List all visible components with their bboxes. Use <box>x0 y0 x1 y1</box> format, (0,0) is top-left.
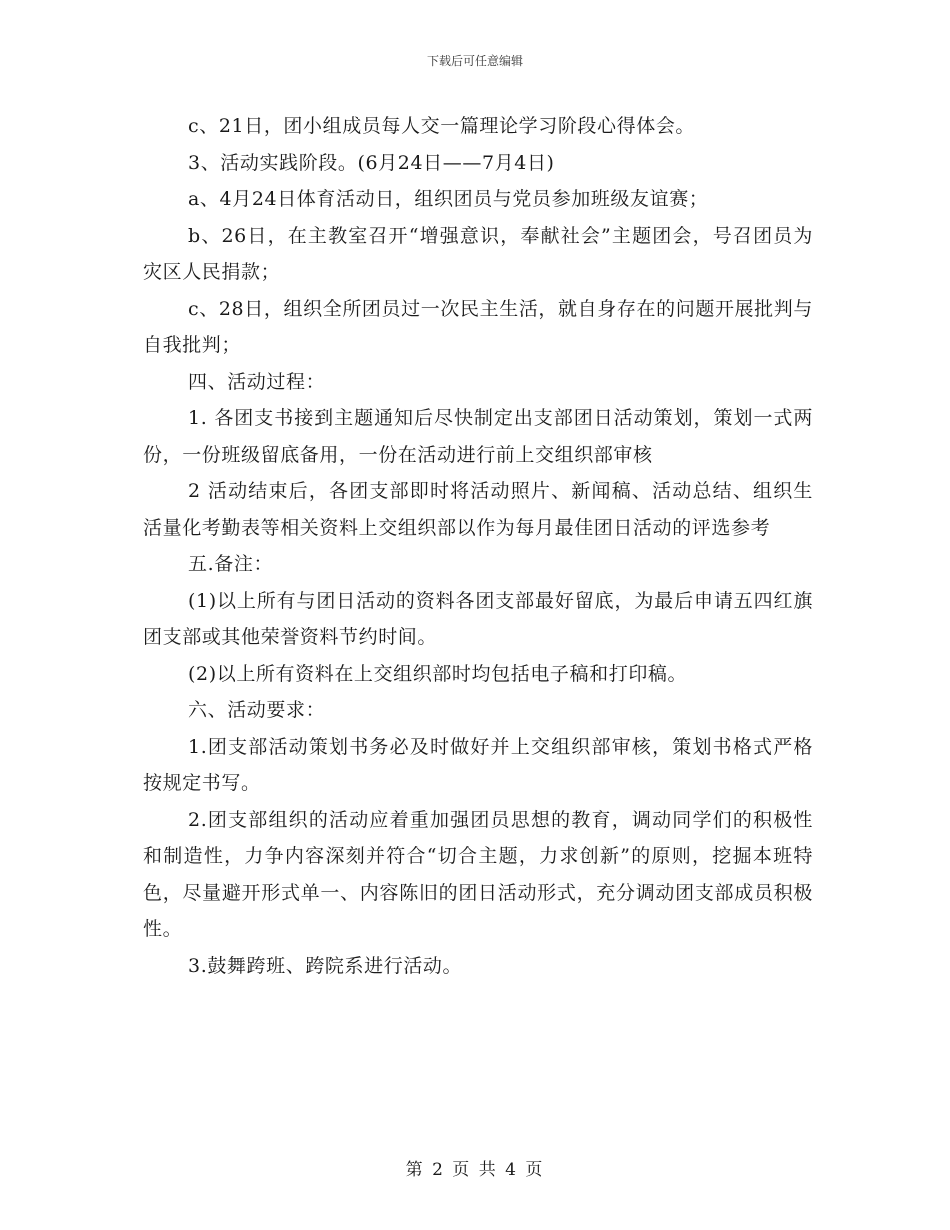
paragraph: c、28日，组织全所团员过一次民主生活，就自身存在的问题开展批判与自我批判； <box>143 297 813 356</box>
page-header: 下载后可任意编辑 <box>426 54 523 68</box>
document-body <box>143 108 813 984</box>
paragraph: a、4月24日体育活动日，组织团员与党员参加班级友谊赛； <box>188 188 709 210</box>
section-heading: 五.备注： <box>188 553 274 575</box>
paragraph: (1)以上所有与团日活动的资料各团支部最好留底，为最后申请五四红旗团支部或其他荣誉资料节约时间。 <box>143 589 813 648</box>
paragraph: c、21日，团小组成员每人交一篇理论学习阶段心得体会。 <box>188 115 696 137</box>
page-number-footer: 第 2 页 共 4 页 <box>405 1160 545 1180</box>
paragraph: 3.鼓舞跨班、跨院系进行活动。 <box>188 954 463 977</box>
paragraph: 1.团支部活动策划书务必及时做好并上交组织部审核，策划书格式严格按规定书写。 <box>143 735 813 794</box>
section-heading: 四、活动过程： <box>188 370 326 393</box>
paragraph: 2 活动结束后，各团支部即时将活动照片、新闻稿、活动总结、组织生活量化考勤表等相关资料上交组织部以作为每月最佳团日活动的评选参考 <box>143 480 813 539</box>
paragraph: 1. 各团支书接到主题通知后尽快制定出支部团日活动策划，策划一式两份，一份班级留底备用，一份在活动进行前上交组织部审核 <box>143 407 813 466</box>
paragraph: b、26日，在主教室召开“增强意识，奉献社会”主题团会，号召团员为灾区人民捐款； <box>143 224 813 283</box>
paragraph: (2)以上所有资料在上交组织部时均包括电子稿和打印稿。 <box>188 662 688 685</box>
paragraph: 3、活动实践阶段。(6月24日——7月4日) <box>188 151 555 174</box>
paragraph: 2.团支部组织的活动应着重加强团员思想的教育，调动同学们的积极性和制造性，力争内容深刻并符合“切合主题，力求创新”的原则，挖掘本班特色，尽量避开形式单一、内容陈旧的团日活动形式，充分调动团支部成员积极性。 <box>143 808 813 940</box>
section-heading: 六、活动要求： <box>188 699 326 721</box>
